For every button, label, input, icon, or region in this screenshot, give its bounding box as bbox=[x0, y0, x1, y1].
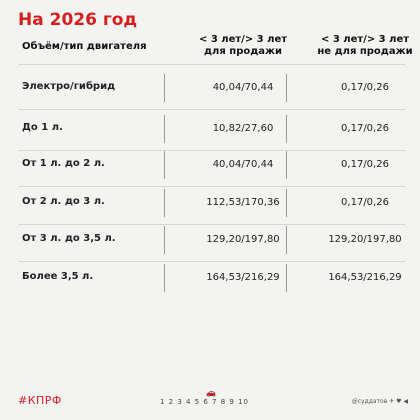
column-separator bbox=[164, 189, 165, 217]
row-divider bbox=[18, 224, 406, 225]
header-engine: Объём/тип двигателя bbox=[22, 41, 147, 52]
header-for-sale-text: < 3 лет/> 3 лет для продажи bbox=[198, 34, 288, 57]
column-separator bbox=[286, 226, 287, 254]
column-separator bbox=[286, 264, 287, 292]
row-divider bbox=[18, 186, 406, 187]
value-for-sale: 164,53/216,29 bbox=[206, 272, 280, 283]
value-for-sale: 40,04/70,44 bbox=[212, 82, 274, 93]
row-label: От 2 л. до 3 л. bbox=[22, 196, 105, 207]
value-for-sale: 112,53/170,36 bbox=[206, 197, 280, 208]
column-separator bbox=[164, 74, 165, 102]
column-separator bbox=[286, 151, 287, 179]
table-header bbox=[18, 30, 413, 65]
row-label: От 3 л. до 3,5 л. bbox=[22, 233, 116, 244]
value-not-for-sale: 0,17/0,26 bbox=[341, 197, 389, 208]
value-for-sale: 129,20/197,80 bbox=[206, 234, 280, 245]
column-separator bbox=[164, 226, 165, 254]
column-separator bbox=[286, 115, 287, 143]
table-row bbox=[18, 115, 406, 143]
table-row bbox=[18, 264, 406, 292]
table-row bbox=[18, 189, 406, 217]
row-label: Более 3,5 л. bbox=[22, 271, 94, 282]
value-not-for-sale: 0,17/0,26 bbox=[341, 123, 389, 134]
value-not-for-sale: 0,17/0,26 bbox=[341, 159, 389, 170]
row-divider bbox=[18, 109, 406, 110]
row-divider bbox=[18, 261, 406, 262]
header-not-for-sale-text: < 3 лет/> 3 лет не для продажи bbox=[317, 34, 413, 57]
column-separator bbox=[164, 151, 165, 179]
row-label: Электро/гибрид bbox=[22, 81, 116, 92]
column-separator bbox=[286, 74, 287, 102]
brand-hashtag: #КПРФ bbox=[18, 394, 62, 407]
table-row bbox=[18, 226, 406, 254]
social-handle: @суддатов ✈ ♥ ◀ bbox=[351, 398, 408, 405]
column-separator bbox=[164, 115, 165, 143]
column-separator bbox=[286, 189, 287, 217]
header-not-for-sale bbox=[306, 34, 420, 58]
column-separator bbox=[164, 264, 165, 292]
table-row bbox=[18, 74, 406, 102]
value-for-sale: 10,82/27,60 bbox=[212, 123, 274, 134]
value-not-for-sale: 129,20/197,80 bbox=[328, 234, 402, 245]
header-for-sale bbox=[184, 34, 302, 58]
car-icon: 🚗 bbox=[206, 388, 216, 397]
page-title: На 2026 год bbox=[18, 10, 138, 30]
row-label: До 1 л. bbox=[22, 122, 63, 133]
page-indicator: 1 2 3 4 5 6 7 8 9 10 bbox=[160, 398, 250, 406]
table-row bbox=[18, 151, 406, 179]
value-for-sale: 40,04/70,44 bbox=[212, 159, 274, 170]
row-label: От 1 л. до 2 л. bbox=[22, 158, 105, 169]
value-not-for-sale: 0,17/0,26 bbox=[341, 82, 389, 93]
value-not-for-sale: 164,53/216,29 bbox=[328, 272, 402, 283]
